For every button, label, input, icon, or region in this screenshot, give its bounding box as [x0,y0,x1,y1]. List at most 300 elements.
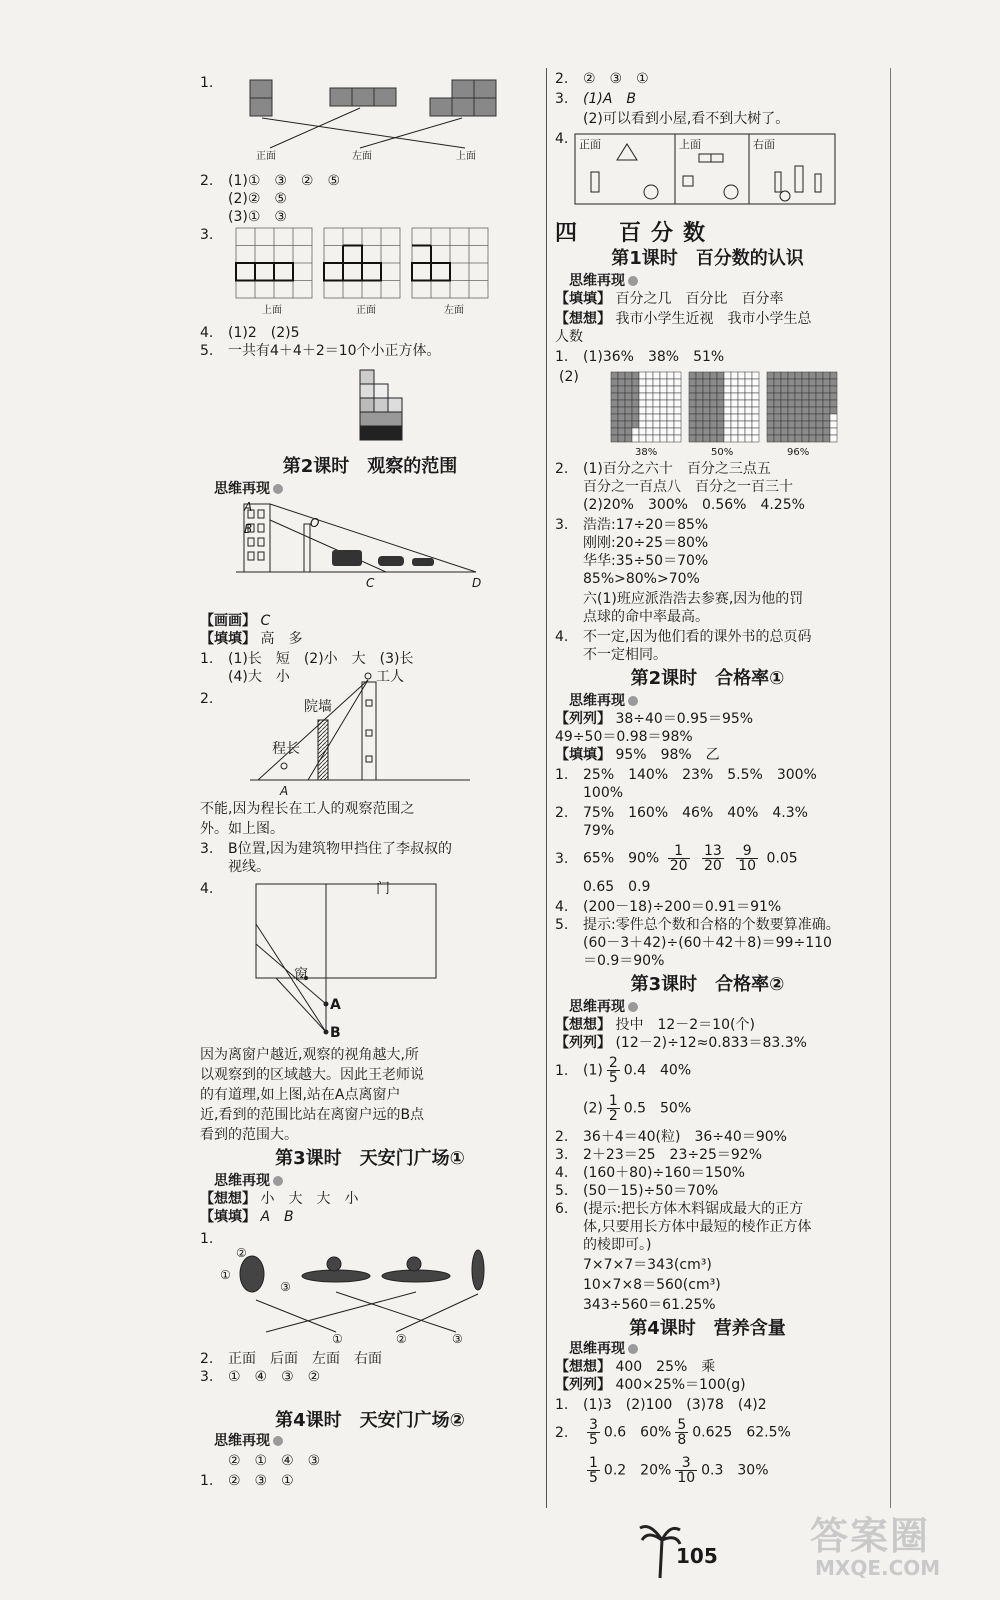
grid-cell [611,407,618,414]
grid-cell [632,386,639,393]
l2-q4-text-2: 以观察到的区域越大。因此王老师说 [200,1067,424,1083]
k3-q6d: 7×7×7＝343(cm³) [583,1257,712,1273]
grid-cell [710,393,717,400]
grid-cell [816,400,823,407]
grid-cell [823,393,830,400]
page-margin-rule [890,68,891,1508]
grid-cell [717,386,724,393]
grid-cell [611,393,618,400]
grid-cell [809,386,816,393]
grid-cell [717,421,724,428]
grid-cell [717,400,724,407]
k2-q5-line: 5. 提示:零件总个数和合格的个数要算准确。 [555,917,840,933]
grid-cell [660,400,667,407]
l2-q2-answer-2: 外。如上图。 [200,821,284,837]
grid-cell [689,414,696,421]
k2-q5b: (60－3＋42)÷(60＋42＋8)＝99÷110 [583,935,832,951]
grid-cell [646,428,653,435]
grid-cell [639,435,646,442]
grid-cell [618,386,625,393]
grid-cell [667,435,674,442]
grid-cell [653,400,660,407]
k1-fill-answer: 百分之几 百分比 百分率 [615,291,784,307]
grid-cell [653,393,660,400]
grid-cell [674,372,681,379]
grid-cell [674,414,681,421]
grid-cell [745,393,752,400]
kayak-mark-2: ① [220,1268,231,1282]
k2-review: 思维再现 [569,690,638,710]
grid-cell [674,407,681,414]
grid-cell [816,414,823,421]
k1-q3b: 刚刚:20÷25＝80% [583,535,709,551]
grid-cell [823,421,830,428]
grid-cell [653,435,660,442]
grid-cell [752,393,759,400]
grid-cell [710,414,717,421]
k2-q1-line: 1. 25% 140% 23% 5.5% 300% [555,767,817,783]
grid-cell [660,393,667,400]
l2-q2-number: 2. [200,691,214,707]
grid-cell [731,428,738,435]
grid-cell [696,428,703,435]
grid-cell [781,435,788,442]
lesson-3-title: 第3课时 天安门广场① [275,1148,465,1169]
unit-title: 四 百分数 [555,221,716,246]
grid-cell [625,421,632,428]
l3-fill-answer: A B [260,1209,294,1225]
grid-cell [646,435,653,442]
k3-q5-line: 5. (50－15)÷50＝70% [555,1183,719,1199]
grid-cell [696,435,703,442]
k4-title: 第4课时 营养含量 [629,1318,786,1339]
grid-cell [717,428,724,435]
k1-q2-line: 2. (1)百分之六十 百分之三点五 [555,461,771,477]
grid-cell [788,379,795,386]
l2-q1-line: 1. (1)长 短 (2)小 大 (3)长 [200,651,414,667]
grid-cell [653,379,660,386]
grid-cell [611,386,618,393]
grid-cell [738,435,745,442]
grid-cell [674,421,681,428]
grid-cell [781,407,788,414]
grid-cell [767,372,774,379]
grid-cell [830,386,837,393]
k3-q2-line: 2. 36＋4＝40(粒) 36÷40＝90% [555,1129,787,1145]
grid-cell [767,407,774,414]
k1-q4b: 不一定相同。 [583,647,667,663]
grid-cell [823,400,830,407]
grid-cell [809,414,816,421]
grid-cell [830,400,837,407]
grid-cell [667,407,674,414]
grid-cell [646,372,653,379]
grid-cell [788,435,795,442]
grid-cell [696,386,703,393]
view-label-top: 上面 [456,151,476,162]
grid-cell [674,386,681,393]
grid-cell [710,407,717,414]
grid-cell [710,386,717,393]
k3-q1-line: 1. (1) $\frac{2}{5}$ 0.4 40% [555,1055,692,1086]
grid-label-left: 左面 [444,305,464,316]
q1-number: 1. [200,75,214,91]
grid-cell [738,393,745,400]
grid-cell [696,421,703,428]
k1-think-tag: 【想想】 [555,311,611,327]
grid-cell [731,386,738,393]
page-number: 105 [676,1544,718,1568]
grid-cell [795,421,802,428]
l3-q3-line: 3. ① ④ ③ ② [200,1369,321,1385]
grid-cell [625,386,632,393]
view-label-front: 正面 [256,151,276,162]
grid-cell [618,407,625,414]
grid-cell [710,428,717,435]
grid-cell [717,407,724,414]
grid-cell [632,435,639,442]
k1-q2c: (2)20% 300% 0.56% 4.25% [583,497,805,513]
grid-cell [632,393,639,400]
grid-cell [816,435,823,442]
l4-q1-line: 1. ② ③ ① [200,1473,294,1489]
grid-cell [611,435,618,442]
l2-q3-line: 3. B位置,因为建筑物甲挡住了李叔叔的 [200,841,453,857]
l2-q4-text-5: 看到的范围大。 [200,1127,298,1143]
grid-cell [795,428,802,435]
fill-tag: 【填填】 [200,631,256,647]
grid-cell [717,379,724,386]
label-window: 窗 [294,967,308,983]
k3-list-tag: 【列列】 [555,1035,611,1051]
grid-cell [689,421,696,428]
k1-q4-line: 4. 不一定,因为他们看的课外书的总页码 [555,629,812,645]
grid-cell [632,407,639,414]
grid-cell [767,428,774,435]
l2-q1-line-b: (4)大 小 [228,669,290,685]
grid-cell [816,407,823,414]
grid-cell [781,400,788,407]
grid-cell [660,428,667,435]
grid-cell [724,407,731,414]
k2-frac-3: $\frac{9}{10}$ [738,843,757,874]
grid-cell [660,407,667,414]
grid-cell [696,372,703,379]
k4-frac-1: $\frac{3}{5}$ [589,1417,598,1448]
grid-cell [625,414,632,421]
grid-cell [816,393,823,400]
k3-think-tag: 【想想】 [555,1017,611,1033]
grid-cell [674,435,681,442]
grid-cell [625,407,632,414]
grid-cell [795,393,802,400]
lesson-3-review: 思维再现 [214,1170,283,1190]
grid-cell [767,435,774,442]
grid-cell [745,372,752,379]
kayak-mark-5: ② [396,1332,407,1346]
grid-cell [703,386,710,393]
grid-cell [823,386,830,393]
k4-frac-3: $\frac{1}{5}$ [589,1455,598,1486]
grid-cell [710,435,717,442]
grid-cell [731,379,738,386]
grid-cell [639,428,646,435]
grid-cell [781,428,788,435]
grid-cell [752,379,759,386]
draw-answer: C [260,613,271,629]
q5-line: 5. 一共有4＋4＋2＝10个小正方体。 [200,343,441,359]
grid-cell [646,400,653,407]
grid-cell [802,393,809,400]
grid-cell [667,393,674,400]
grid-cell [823,428,830,435]
grid-cell [795,407,802,414]
l4-answer: ② ① ④ ③ [228,1453,321,1469]
grid-cell [788,372,795,379]
grid-cell [781,421,788,428]
grid-cell [689,379,696,386]
grid-cell [752,428,759,435]
grid-cell [738,407,745,414]
grid-cell [774,435,781,442]
grid-cell [625,372,632,379]
k3-frac-1: $\frac{2}{5}$ [608,1055,618,1086]
k1-review: 思维再现 [569,270,638,290]
grid-cell [689,372,696,379]
grid-cell [703,421,710,428]
grid-label-50: 50% [711,447,734,458]
label-worker: 工人 [376,669,404,685]
grid-cell [823,407,830,414]
grid-cell [667,400,674,407]
grid-cell [653,386,660,393]
k2-list-tag: 【列列】 [555,711,611,727]
grid-cell [752,414,759,421]
grid-cell [809,400,816,407]
grid-cell [731,435,738,442]
watermark-domain: MXQE.COM [815,1556,941,1580]
r-q4-number: 4. [555,131,569,147]
grid-label-top: 上面 [262,305,282,316]
l3-fill-tag: 【填填】 [200,1209,256,1225]
grid-cell [724,400,731,407]
grid-cell [625,435,632,442]
grid-cell [816,421,823,428]
kayak-mark-3: ③ [280,1280,291,1294]
grid-cell [738,372,745,379]
grid-cell [738,421,745,428]
grid-cell [752,400,759,407]
grid-cell [618,372,625,379]
grid-cell [830,379,837,386]
kayak-mark-6: ③ [452,1332,463,1346]
cube-stack-figure [352,364,412,444]
grid-cell [639,372,646,379]
label-chengzhang: 程长 [272,741,300,757]
grid-cell [689,435,696,442]
k3-frac-2: $\frac{1}{2}$ [608,1093,618,1124]
grid-cell [646,393,653,400]
k3-title: 第3课时 合格率② [630,974,785,995]
grid-cell [774,421,781,428]
k4-frac-4: $\frac{3}{10}$ [677,1455,696,1486]
lesson-4-title: 第4课时 天安门广场② [275,1410,465,1431]
grid-cell [646,386,653,393]
grid-cell [639,407,646,414]
q2-line-b: (2)② ⑤ [228,191,287,207]
k2-q4-line: 4. (200－18)÷200＝0.91＝91% [555,899,782,915]
grid-cell [724,379,731,386]
grid-cell [738,400,745,407]
grid-views-figure [236,226,506,304]
grid-cell [625,428,632,435]
k4-q2b-line: $\frac{1}{5}$ 0.2 20% $\frac{3}{10}$ 0.3 30% [589,1455,769,1486]
q3-number: 3. [200,227,214,243]
grid-cell [703,393,710,400]
lesson-2-title: 第2课时 观察的范围 [282,456,458,477]
lesson-2-review: 思维再现 [214,478,283,498]
grid-cell [809,379,816,386]
grid-cell [802,386,809,393]
grid-cell [667,414,674,421]
grid-cell [788,414,795,421]
label-point-b: B [330,1025,341,1041]
k1-title: 第1课时 百分数的认识 [611,248,804,269]
l3-q2-line: 2. 正面 后面 左面 右面 [200,1351,382,1367]
grid-cell [674,393,681,400]
grid-cell [703,435,710,442]
table-head-front: 正面 [579,138,601,151]
grid-cell [632,379,639,386]
grid-cell [632,428,639,435]
k4-list-answer: 400×25%＝100(g) [615,1377,746,1393]
grid-cell [788,393,795,400]
grid-cell [611,421,618,428]
grid-cell [667,372,674,379]
grid-cell [802,407,809,414]
grid-cell [724,393,731,400]
window-view-figure [256,884,446,1044]
grid-cell [703,414,710,421]
grid-cell [731,421,738,428]
grid-label-96: 96% [787,447,810,458]
grid-label-38: 38% [635,447,658,458]
k1-think-answer: 我市小学生近视 我市小学生总 [615,311,812,327]
grid-cell [646,407,653,414]
label-a: A [280,784,289,798]
grid-cell [696,414,703,421]
grid-cell [731,372,738,379]
k1-q3d: 85%>80%>70% [583,571,700,587]
grid-cell [660,372,667,379]
grid-cell [618,400,625,407]
grid-cell [611,400,618,407]
grid-cell [788,386,795,393]
k2-q2b: 79% [583,823,615,839]
grid-cell [731,393,738,400]
k1-q3c: 华华:35÷50＝70% [583,553,709,569]
grid-cell [625,379,632,386]
grid-cell [823,435,830,442]
grid-cell [823,372,830,379]
r-q3-line-b: (2)可以看到小屋,看不到大树了。 [583,111,790,127]
k3-q3-line: 3. 2＋23＝25 23÷25＝92% [555,1147,763,1163]
grid-cell [696,379,703,386]
grid-cell [710,372,717,379]
grid-cell [667,428,674,435]
grid-cell [618,421,625,428]
fig-label-c: C [366,576,375,590]
grid-cell [752,407,759,414]
grid-cell [781,414,788,421]
grid-cell [774,372,781,379]
grid-cell [745,421,752,428]
fig-label-o: O [310,516,320,530]
grid-cell [738,379,745,386]
k2-q3b: 0.65 0.9 [583,879,651,895]
k1-q3f: 点球的命中率最高。 [583,609,709,625]
draw-tag: 【画画】 [200,613,256,629]
grid-cell [639,379,646,386]
k4-list-tag: 【列列】 [555,1377,611,1393]
view-label-left: 左面 [352,151,372,162]
grid-cell [774,400,781,407]
k2-q1b: 100% [583,785,624,801]
grid-cell [830,435,837,442]
grid-cell [639,400,646,407]
grid-cell [809,428,816,435]
grid-cell [724,372,731,379]
k2-list-answer: 38÷40＝0.95＝95% [615,711,754,727]
grid-cell [738,386,745,393]
grid-cell [830,421,837,428]
k3-q6b: 体,只要用长方体中最短的棱作正方体 [583,1219,812,1235]
grid-cell [767,386,774,393]
k3-q6f: 343÷560＝61.25% [583,1297,716,1313]
k1-fill-tag: 【填填】 [555,291,611,307]
grid-cell [639,386,646,393]
grid-cell [724,421,731,428]
grid-cell [774,379,781,386]
grid-cell [802,372,809,379]
q2-line: 2. (1)① ③ ② ⑤ [200,173,341,189]
k4-think-tag: 【想想】 [555,1359,611,1375]
k3-q1b-line: (2) $\frac{1}{2}$ 0.5 50% [583,1093,692,1124]
grid-cell [724,414,731,421]
grid-cell [717,435,724,442]
l2-q4-text-3: 的有道理,如上图,站在A点离窗户 [200,1087,401,1103]
grid-cell [611,414,618,421]
grid-cell [618,414,625,421]
l2-q4-text-4: 近,看到的范围比站在离窗户远的B点 [200,1107,425,1123]
l3-think-tag: 【想想】 [200,1191,256,1207]
grid-cell [795,400,802,407]
views-table-figure [575,134,845,206]
grid-cell [802,421,809,428]
grid-cell [745,407,752,414]
grid-cell [767,414,774,421]
k1-q3-line: 3. 浩浩:17÷20＝85% [555,517,709,533]
grid-cell [703,407,710,414]
l3-think-answer: 小 大 大 小 [260,1191,359,1207]
kayak-mark-4: ① [332,1332,343,1346]
grid-cell [774,428,781,435]
grid-cell [795,435,802,442]
grid-cell [809,407,816,414]
observation-range-figure [236,496,486,600]
fill-answer: 高 多 [260,631,303,647]
grid-cell [802,435,809,442]
